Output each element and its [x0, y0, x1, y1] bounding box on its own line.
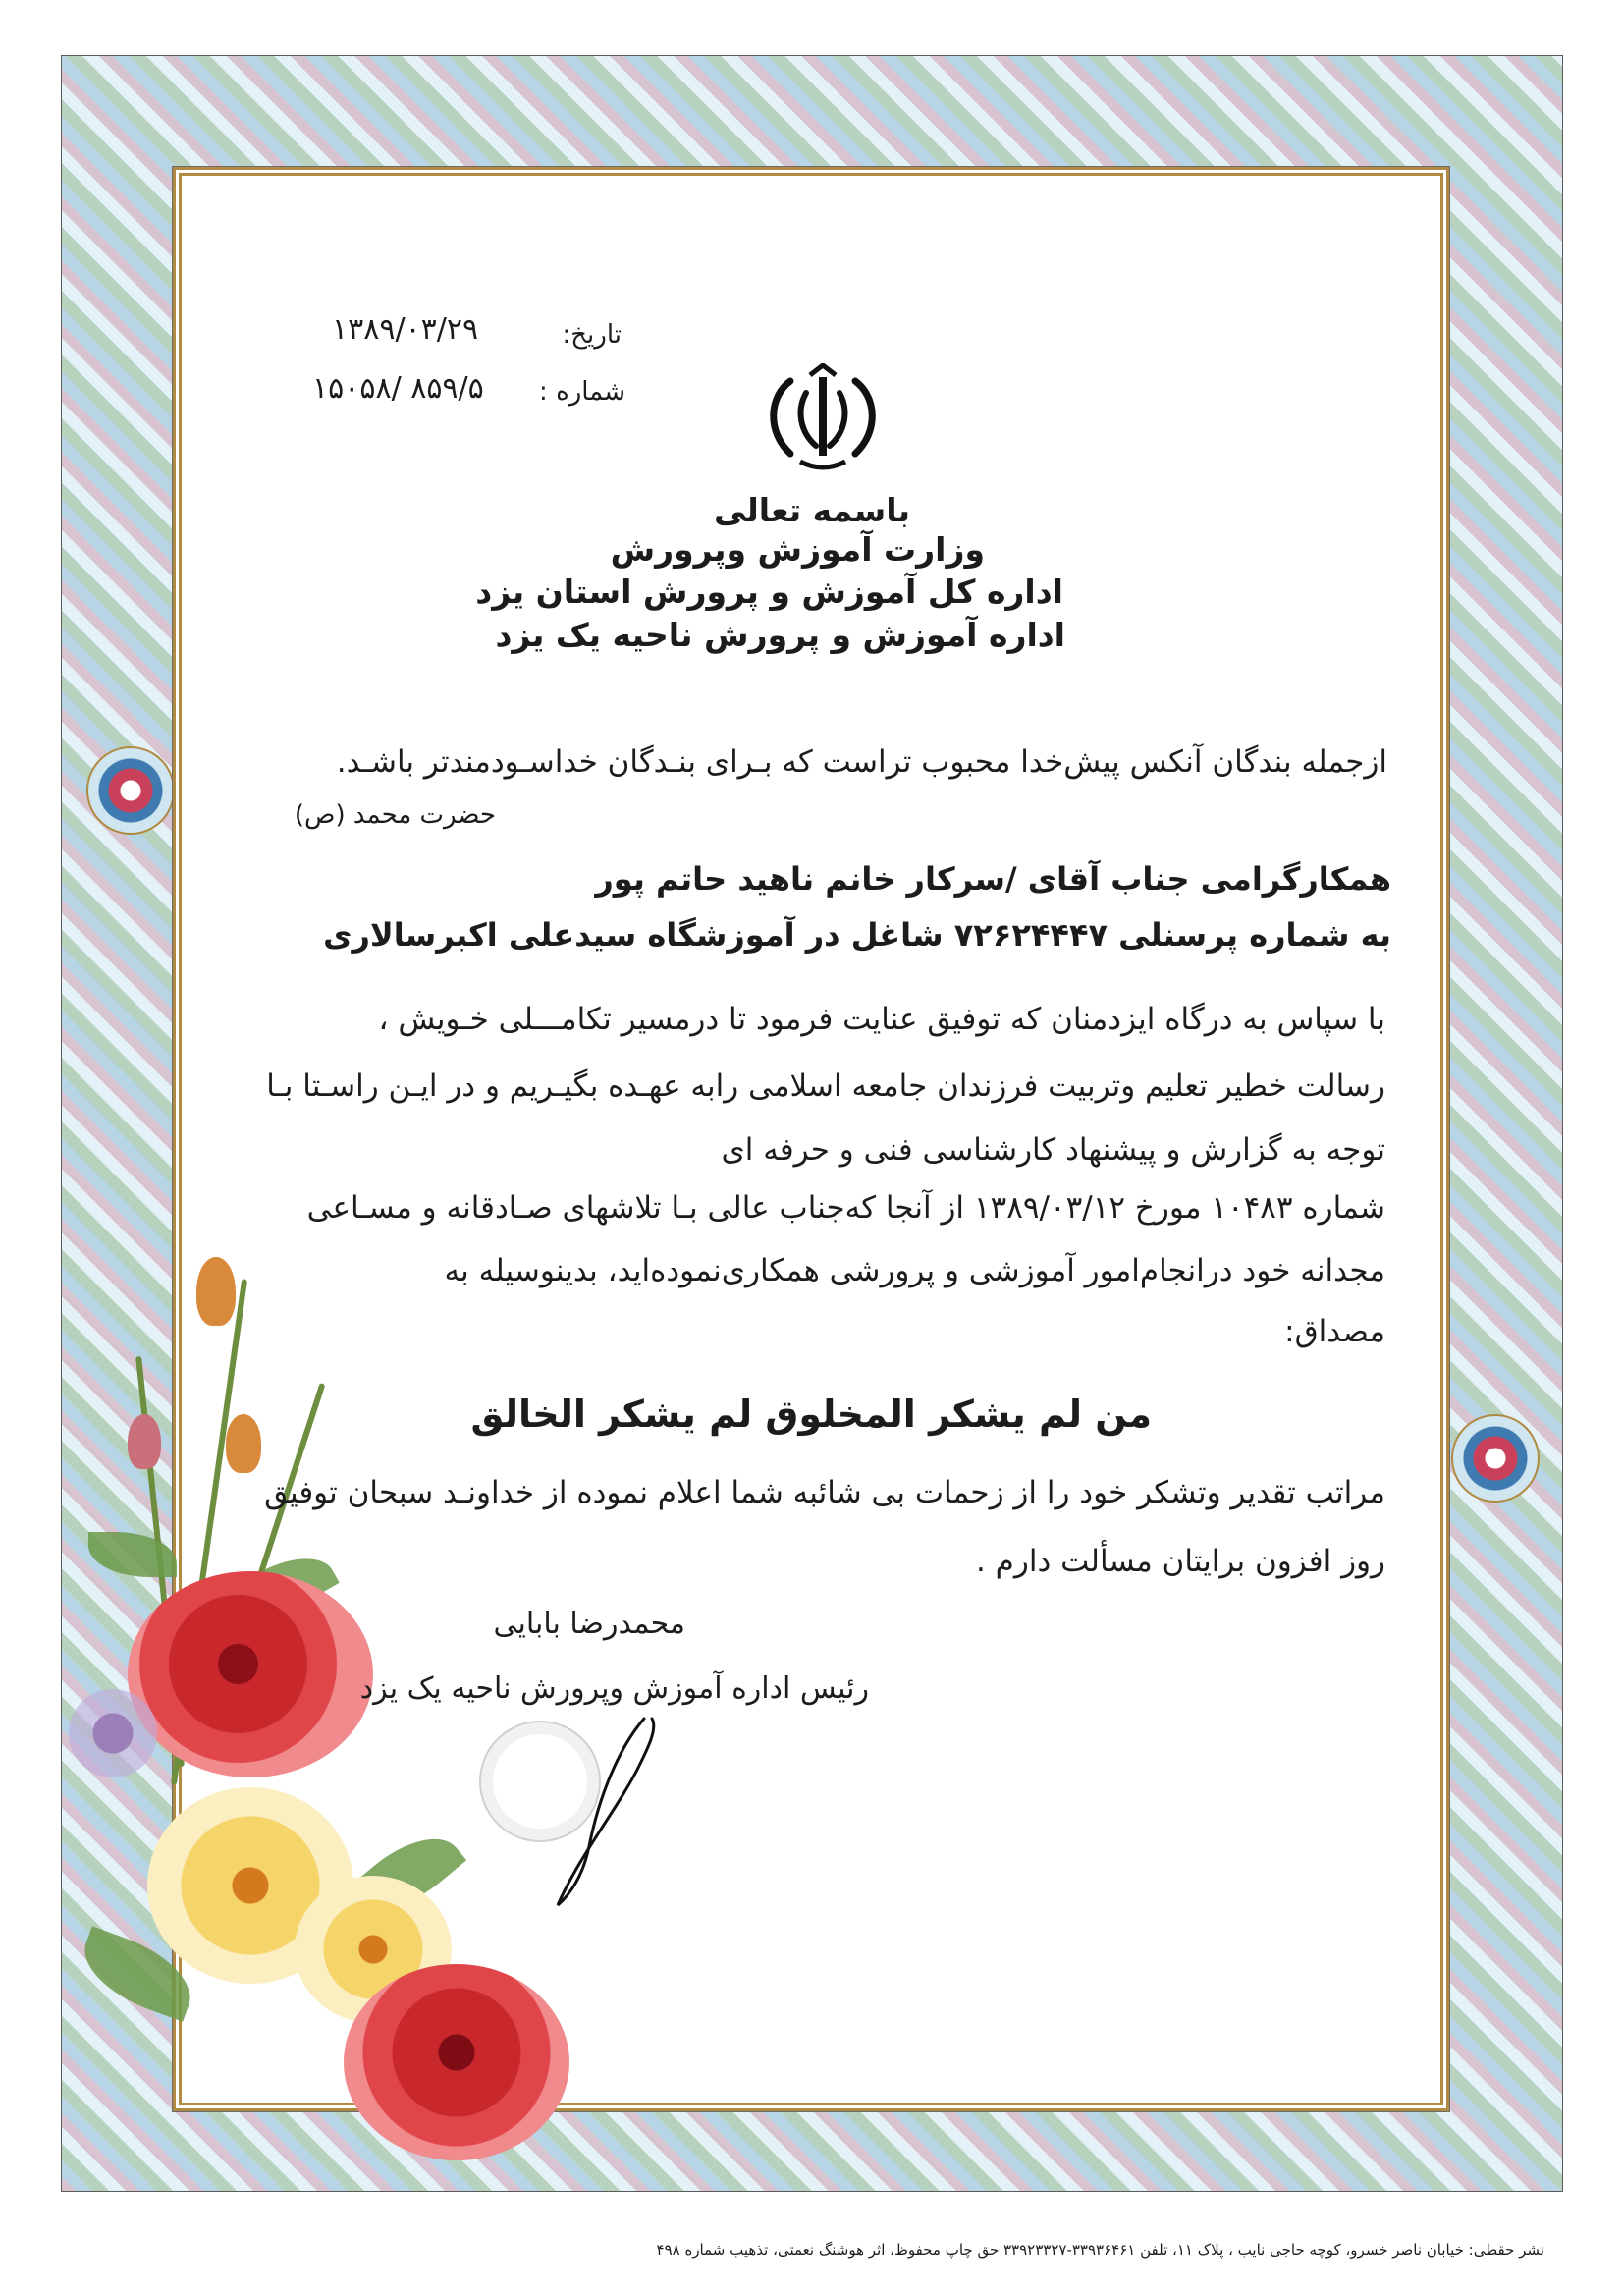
- left-rosette-ornament: [86, 746, 175, 835]
- body-line-1: با سپاس به درگاه ایزدمنان که توفیق عنایت فرمود تا درمسیر تکامـــلی خـویش ،: [378, 1002, 1385, 1037]
- number-value: ۱۵۰۵۸/ ۸۵۹/۵: [312, 371, 484, 406]
- hadith-attribution: حضرت محمد (ص): [294, 800, 496, 830]
- handwritten-signature: [550, 1709, 677, 1915]
- header-province-office: اداره کل آموزش و پرورش استان یزد: [475, 573, 1063, 611]
- national-emblem-icon: [761, 363, 885, 473]
- printer-footer: نشر حقطی: خیابان ناصر خسرو، کوچه حاجی نایب ، پلاک ۱۱، تلفن ۳۳۹۳۶۴۶۱-۳۳۹۲۳۳۲۷ حق چاپ محفوظ، اثر هوشنگ نعمتی، تذهیب شماره ۴۹۸: [656, 2241, 1544, 2259]
- red-rose-lower: [344, 1964, 569, 2160]
- closing-line-1: مراتب تقدیر وتشکر خود را از زحمات بی شائبه شما اعلام نموده از خداونـد سبحان توفیق: [264, 1475, 1385, 1510]
- number-label: شماره :: [539, 377, 625, 407]
- date-value: ۱۳۸۹/۰۳/۲۹: [332, 312, 479, 347]
- signatory-name: محمدرضا بابایی: [493, 1607, 685, 1641]
- red-rose: [128, 1571, 373, 1777]
- right-rosette-ornament: [1451, 1414, 1540, 1503]
- body-line-3: توجه به گزارش و پیشنهاد کارشناسی فنی و حرفه ای: [721, 1132, 1385, 1168]
- signatory-title: رئیس اداره آموزش وپرورش ناحیه یک یزد: [359, 1671, 869, 1706]
- thanks-quote: من لم یشکر المخلوق لم یشکر الخالق: [470, 1393, 1152, 1436]
- body-line-4: شماره ۱۰۴۸۳ مورخ ۱۳۸۹/۰۳/۱۲ از آنجا که‌جناب عالی بـا تلاشهای صـادقانه و مسـاعی: [306, 1190, 1385, 1226]
- hadith-text: ازجمله بندگان آنکس پیش‌خدا محبوب تراست که بـرای بنـدگان خداسـودمندتر باشـد.: [336, 744, 1387, 780]
- header-district-office: اداره آموزش و پرورش ناحیه یک یزد: [495, 616, 1065, 654]
- closing-line-2: روز افزون برایتان مسألت دارم .: [975, 1544, 1385, 1579]
- header-basmala: باسمه تعالی: [713, 491, 910, 529]
- recipient-personnel-line: به شماره پرسنلی ۷۲۶۲۴۴۴۷ شاغل در آموزشگاه سیدعلی اکبرسالاری: [323, 916, 1391, 954]
- flower-bouquet-illustration: [59, 1237, 471, 2200]
- date-label: تاریخ:: [562, 320, 622, 350]
- recipient-name-line: همکارگرامی جناب آقای /سرکار خانم ناهید حاتم پور: [595, 860, 1391, 898]
- body-line-5: مجدانه خود درانجام‌امور آموزشی و پرورشی همکاری‌نموده‌اید، بدینوسیله به: [444, 1253, 1385, 1288]
- body-line-2: رسالت خطیر تعلیم وتربیت فرزندان جامعه اسلامی رابه عهـده بگیـریم و در ایـن راسـتا بـا: [266, 1068, 1385, 1104]
- body-line-6: مصداق:: [1284, 1314, 1385, 1349]
- header-ministry: وزارت آموزش وپرورش: [610, 530, 985, 569]
